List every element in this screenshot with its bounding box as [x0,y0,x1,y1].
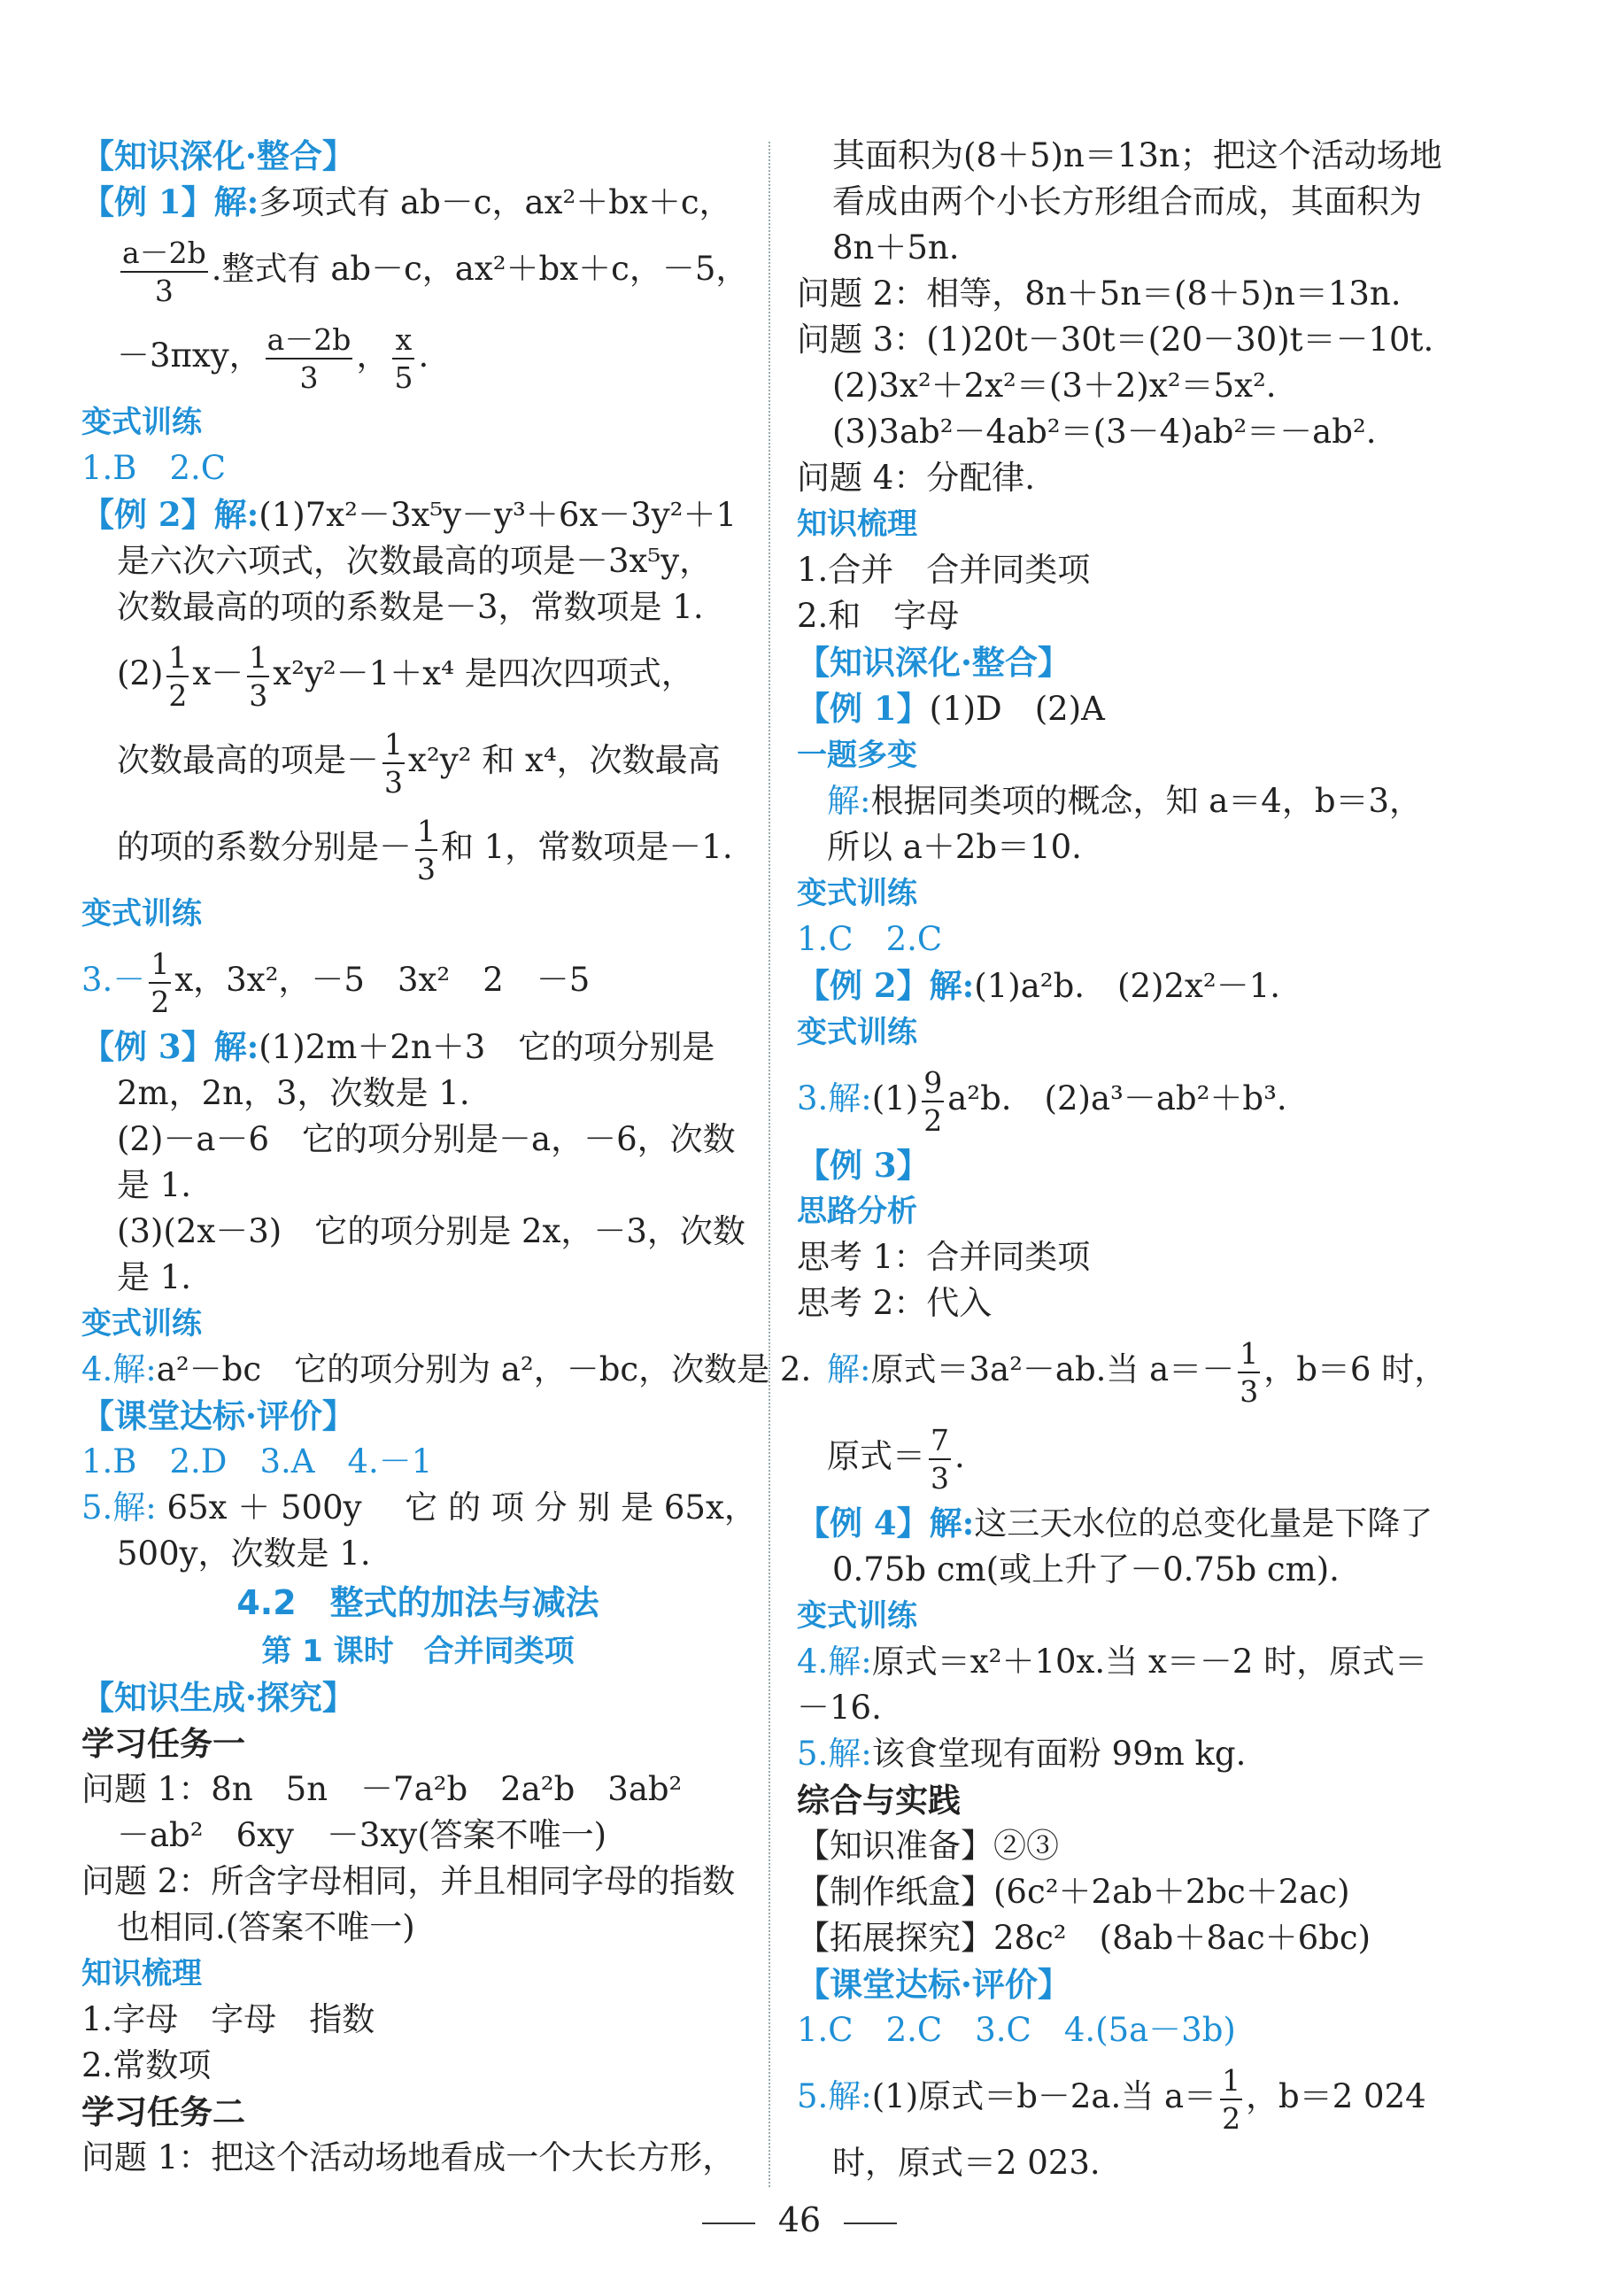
section-heading: 【知识生成·探究】 [81,1678,355,1717]
fraction: $\frac{1}{3}$ [1240,1335,1259,1409]
task-line: 8n＋5n. [832,228,960,267]
example-1-line: 【例 1】解:多项式有 ab－c，ax²＋bx＋c， [81,182,732,221]
task-heading: 综合与实践 [797,1781,961,1820]
fraction: $\frac{7}{3}$ [931,1422,949,1496]
task-heading: 学习任务一 [81,1724,245,1763]
task-line: 问题 1：把这个活动场地看成一个大长方形， [81,2138,736,2176]
answer-line: 1.C 2.C 3.C 4.(5a－3b) [797,2011,1236,2049]
example-2-line: 【例 2】解:(1)7x²－3x⁵y－y³＋6x－3y²＋1 [81,495,738,534]
answer-line: 1.合并 合并同类项 [797,551,1091,589]
footer-rule [702,2223,755,2224]
example-1-line: －3πxy， $\frac{a-2b}{3}$ ， $\frac{x}{5}$ . [117,321,429,395]
subheading: 变式训练 [797,1598,917,1634]
task-line: 问题 1：8n 5n －7a²b 2a²b 3ab² [81,1770,683,1808]
example-3-line: 2m，2n，3，次数是 1. [117,1074,470,1112]
task-line: 也相同.(答案不唯一) [117,1908,415,1946]
practice-line: 【制作纸盒】(6c²＋2ab＋2bc＋2ac) [797,1873,1350,1911]
subheading: 变式训练 [797,1015,917,1050]
section-heading: 【例 3】 [797,1146,930,1185]
fraction: $\frac{1}{3}$ [384,726,403,800]
fraction: $\frac{1}{2}$ [151,946,170,1019]
fraction: $\frac{x}{5}$ [394,321,413,395]
example-2-line: 次数最高的项的系数是－3，常数项是 1. [117,588,704,626]
example-2-line: 【例 2】解:(1)a²b. (2)2x²－1. [797,966,1280,1005]
section-heading: 【课堂达标·评价】 [81,1396,355,1435]
example-2-line: (2) $\frac{1}{2}$ x－ $\frac{1}{3}$ x²y²－1＋x⁴ 是四次四项式， [117,639,694,713]
answer-line: 5.解:该食堂现有面粉 99m kg. [797,1735,1247,1773]
task-line: 其面积为(8＋5)n＝13n；把这个活动场地 [832,136,1442,174]
answer-line: 解:根据同类项的概念，知 a＝4，b＝3， [827,782,1423,820]
task-line: (2)3x²＋2x²＝(3＋2)x²＝5x². [832,367,1277,405]
right-column [797,133,1470,2186]
example-4-line: 【例 4】解:这三天水位的总变化量是下降了 [797,1504,1433,1542]
fraction: $\frac{1}{2}$ [168,639,188,713]
answer-line: 4.解:原式＝x²＋10x.当 x＝－2 时，原式＝ [797,1643,1428,1681]
task-line: 思考 2：代入 [797,1284,993,1322]
fraction: $\frac{1}{3}$ [417,813,436,886]
answer-line: 5.解: 65x ＋ 500y 它 的 项 分 别 是 65x， [81,1488,757,1527]
page-footer [0,2200,1599,2239]
answer-line: 1.B 2.D 3.A 4.－1 [81,1442,433,1480]
answer-line: 3.解:(1) $\frac{9}{2}$ a²b. (2)a³－ab²＋b³. [797,1064,1287,1138]
task-line: 问题 4：分配律. [797,459,1036,497]
answer-line: 2.和 字母 [797,597,960,635]
page-number: 46 [777,2200,822,2239]
example-2-line: 是六次六项式，次数最高的项是－3x⁵y， [117,542,713,580]
task-line: －ab² 6xy －3xy(答案不唯一) [117,1816,607,1854]
subheading: 一题多变 [797,738,917,773]
fraction: $\frac{a-2b}{3}$ [266,321,351,395]
subheading: 知识梳理 [797,506,917,542]
task-line: 问题 2：相等，8n＋5n＝(8＋5)n＝13n. [797,274,1402,313]
example-3-line: (3)(2x－3) 它的项分别是 2x，－3，次数 [117,1212,745,1250]
subheading: 变式训练 [797,876,917,911]
example-3-line: 【例 3】解:(1)2m＋2n＋3 它的项分别是 [81,1027,715,1066]
practice-line: 【拓展探究】28c² (8ab＋8ac＋6bc) [797,1919,1371,1957]
fraction: $\frac{1}{2}$ [1222,2062,1241,2136]
answer-line: 1.B 2.C [81,449,227,487]
example-2-line: 的项的系数分别是－ $\frac{1}{3}$ 和 1，常数项是－1. [117,813,733,886]
example-3-line: 是 1. [117,1166,192,1204]
fraction: $\frac{1}{3}$ [249,639,268,713]
section-heading: 【知识深化·整合】 [81,136,355,175]
subheading: 思路分析 [797,1194,917,1229]
footer-rule [844,2223,897,2224]
column-divider [769,142,770,2187]
answer-line: 500y，次数是 1. [117,1535,371,1573]
lesson-title: 4.2 整式的加法与减法 [236,1583,599,1622]
answer-line: 5.解:(1)原式＝b－2a.当 a＝ $\frac{1}{2}$ ，b＝2 024 [797,2062,1426,2136]
subheading: 变式训练 [81,1306,202,1341]
example-3-line: 是 1. [117,1258,192,1296]
section-heading: 【课堂达标·评价】 [797,1965,1070,2004]
task-line: (3)3ab²－4ab²＝(3－4)ab²＝－ab². [832,413,1377,451]
lesson-subtitle: 第 1 课时 合并同类项 [261,1634,575,1669]
subheading: 变式训练 [81,896,202,932]
subheading: 知识梳理 [81,1956,202,1991]
answer-line: 原式＝ $\frac{7}{3}$ . [827,1422,965,1496]
practice-line: 【知识准备】②③ [797,1827,1059,1865]
task-line: 看成由两个小长方形组合而成，其面积为 [832,182,1422,220]
answer-line: 所以 a＋2b＝10. [827,828,1082,866]
subheading: 变式训练 [81,405,202,440]
answer-line: 2.常数项 [81,2046,212,2084]
fraction: $\frac{a-2b}{3}$ [122,235,206,308]
task-heading: 学习任务二 [81,2092,245,2131]
answer-line: 1.C 2.C [797,920,943,958]
example-4-line: 0.75b cm(或上升了－0.75b cm). [832,1550,1340,1589]
task-line: 思考 1：合并同类项 [797,1238,1091,1276]
example-1-line: $\frac{a-2b}{3}$ .整式有 ab－c，ax²＋bx＋c，－5， [122,235,749,308]
example-3-line: (2)－a－6 它的项分别是－a，－6，次数 [117,1120,736,1158]
answer-line: －16. [797,1689,882,1727]
fraction: $\frac{9}{2}$ [923,1064,943,1138]
answer-line: 3.－ $\frac{1}{2}$ x，3x²，－5 3x² 2 －5 [81,946,591,1019]
answer-line: 4.解:a²－bc 它的项分别为 a²，－bc，次数是 2. [81,1350,812,1388]
section-heading: 【知识深化·整合】 [797,643,1070,682]
task-line: 问题 2：所含字母相同，并且相同字母的指数 [81,1862,736,1900]
answer-line: 解:原式＝3a²－ab.当 a＝－ $\frac{1}{3}$ ，b＝6 时， [827,1335,1448,1409]
example-2-line: 次数最高的项是－ $\frac{1}{3}$ x²y² 和 x⁴，次数最高 [117,726,721,800]
task-line: 问题 3：(1)20t－30t＝(20－30)t＝－10t. [797,321,1434,359]
answer-line: 时，原式＝2 023. [832,2144,1101,2182]
example-1-line: 【例 1】(1)D (2)A [797,689,1105,728]
left-column [81,133,812,2181]
answer-line: 1.字母 字母 指数 [81,2000,375,2038]
